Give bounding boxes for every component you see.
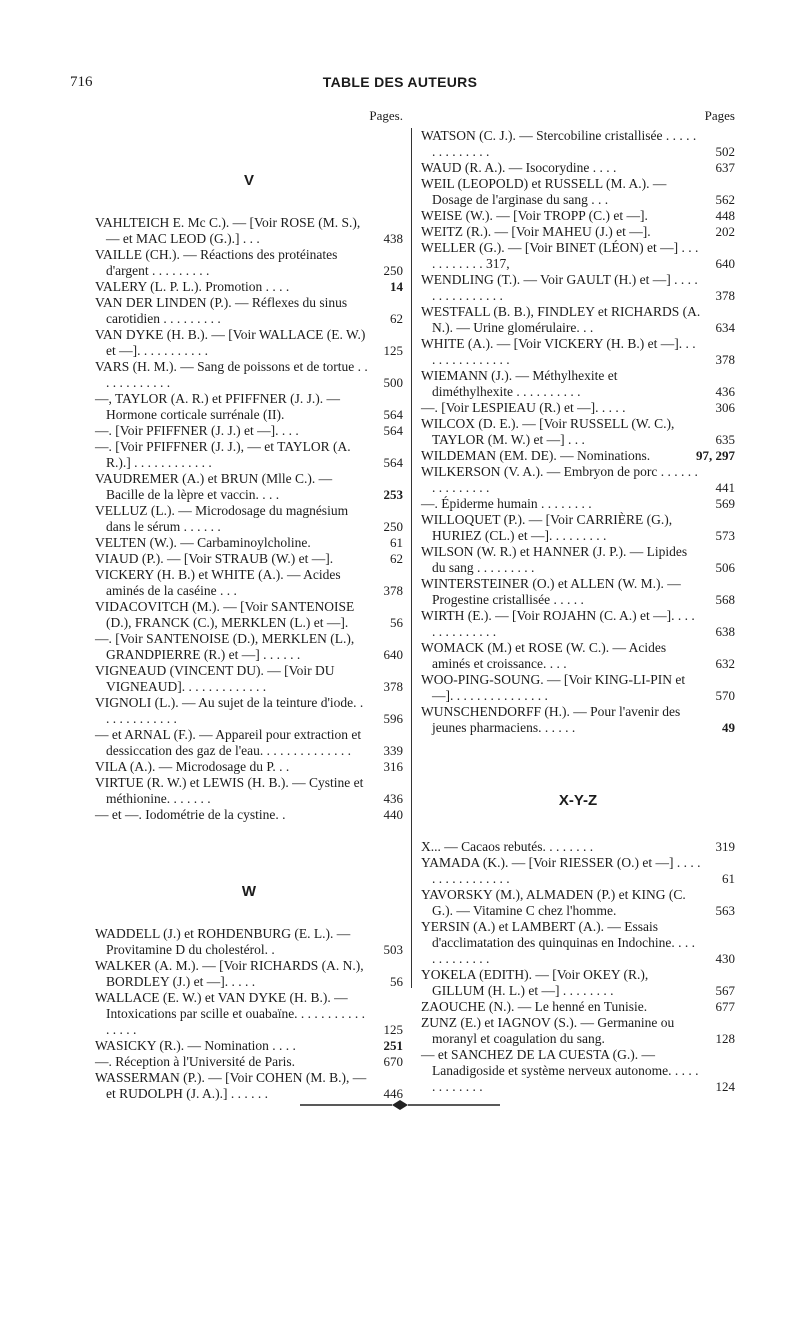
- entry-text: —. [Voir PFIFFNER (J. J.), — et TAYLOR (A. R.).] . . . . . . . . . . . .: [95, 439, 351, 470]
- index-entry: [421, 1047, 735, 1095]
- entry-text: —, TAYLOR (A. R.) et PFIFFNER (J. J.). — Hormone corticale surrénale (II).: [95, 391, 340, 422]
- entry-text: WILSON (W. R.) et HANNER (J. P.). — Lipides du sang . . . . . . . . .: [421, 544, 688, 575]
- index-entry: [421, 208, 735, 224]
- entry-page: 440: [383, 807, 403, 822]
- index-entry: [95, 759, 403, 775]
- entry-text: WOO-PING-SOUNG. — [Voir KING-LI-PIN et —]. . . . . . . . . . . . . . .: [421, 672, 686, 703]
- index-entry: [95, 247, 403, 279]
- entry-page: 500: [383, 375, 403, 390]
- entry-text: WILDEMAN (EM. DE). — Nominations.: [421, 448, 651, 463]
- entry-page: 564: [383, 407, 403, 422]
- index-entry: [95, 926, 403, 958]
- entry-page: 306: [715, 400, 735, 415]
- entry-text: VIAUD (P.). — [Voir STRAUB (W.) et —].: [95, 551, 334, 566]
- index-entry: [95, 439, 403, 471]
- entry-text: WIEMANN (J.). — Méthylhexite et diméthylhexite . . . . . . . . . .: [421, 368, 618, 399]
- entry-page: 562: [715, 192, 735, 207]
- entry-text: —. Épiderme humain . . . . . . . .: [421, 496, 592, 511]
- entry-text: WADDELL (J.) et ROHDENBURG (E. L.). — Provitamine D du cholestérol. .: [95, 926, 351, 957]
- index-entry: [95, 215, 403, 247]
- index-entry: [95, 391, 403, 423]
- index-entry: [95, 471, 403, 503]
- entry-page: 596: [383, 711, 403, 726]
- entry-page: 632: [715, 656, 735, 671]
- entry-text: X... — Cacaos rebutés. . . . . . . .: [421, 839, 594, 854]
- index-entry: [421, 304, 735, 336]
- section-w-cont: [421, 128, 735, 736]
- entry-page: 62: [390, 551, 403, 566]
- section-heading: X-Y-Z: [558, 792, 598, 809]
- entry-page: 250: [383, 519, 403, 534]
- entry-text: ZUNZ (E.) et IAGNOV (S.). — Germanine ou moranyl et coagulation du sang.: [421, 1015, 675, 1046]
- entry-text: WENDLING (T.). — Voir GAULT (H.) et —] . . . . . . . . . . . . . . .: [421, 272, 698, 303]
- entry-text: —. Réception à l'Université de Paris.: [95, 1054, 296, 1069]
- index-entry: [421, 160, 735, 176]
- index-entry: [421, 544, 735, 576]
- index-entry: [95, 599, 403, 631]
- index-entry: [421, 839, 735, 855]
- index-entry: [95, 663, 403, 695]
- entry-page: 378: [715, 288, 735, 303]
- entry-page: 502: [715, 144, 735, 159]
- entry-page: 677: [715, 999, 735, 1014]
- index-entry: [421, 368, 735, 400]
- entry-text: WIRTH (E.). — [Voir ROJAHN (C. A.) et —]. . . . . . . . . . . . . .: [421, 608, 695, 639]
- entry-page: 640: [383, 647, 403, 662]
- entry-text: VAHLTEICH E. Mc C.). — [Voir ROSE (M. S.), — et MAC LEOD (G.).] . . .: [95, 215, 361, 246]
- entry-page: 635: [715, 432, 735, 447]
- section-heading: W: [241, 883, 257, 900]
- entry-page: 125: [383, 1022, 403, 1037]
- page-number: 716: [70, 74, 93, 90]
- index-entry: [95, 695, 403, 727]
- section-v: [95, 172, 403, 823]
- index-entry: [95, 727, 403, 759]
- entry-text: VICKERY (H. B.) et WHITE (A.). — Acides aminés de la caséine . . .: [95, 567, 341, 598]
- index-entry: [421, 999, 735, 1015]
- entry-text: WAUD (R. A.). — Isocorydine . . . .: [421, 160, 617, 175]
- entry-text: WEISE (W.). — [Voir TROPP (C.) et —].: [421, 208, 648, 223]
- pages-label: Pages: [704, 108, 735, 123]
- index-entry: [95, 279, 403, 295]
- entry-page: 128: [715, 1031, 735, 1046]
- entry-page: 14: [390, 279, 403, 294]
- entry-page: 638: [715, 624, 735, 639]
- entry-page: 568: [715, 592, 735, 607]
- entry-page: 563: [715, 903, 735, 918]
- index-entry: [95, 807, 403, 823]
- entry-page: 564: [383, 423, 403, 438]
- index-entry: [421, 1015, 735, 1047]
- index-entry: [421, 640, 735, 672]
- entry-page: 564: [383, 455, 403, 470]
- index-entry: [95, 503, 403, 535]
- entry-page: 339: [383, 743, 403, 758]
- right-column: [421, 108, 735, 1095]
- index-entry: [421, 272, 735, 304]
- entry-page: 316: [383, 759, 403, 774]
- entry-text: WILLOQUET (P.). — [Voir CARRIÈRE (G.), HURIEZ (CL.) et —]. . . . . . . . .: [421, 512, 673, 543]
- index-entry: [421, 448, 735, 464]
- index-entry: [421, 224, 735, 240]
- entry-page: 56: [390, 974, 403, 989]
- entry-page: 446: [383, 1086, 403, 1101]
- index-entry: [421, 176, 735, 208]
- entry-text: WESTFALL (B. B.), FINDLEY et RICHARDS (A. N.). — Urine glomérulaire. . .: [421, 304, 701, 335]
- index-entry: [421, 464, 735, 496]
- entry-page: 573: [715, 528, 735, 543]
- index-entry: [95, 295, 403, 327]
- section-w: [95, 883, 403, 1102]
- entry-page: 503: [383, 942, 403, 957]
- index-entry: [421, 416, 735, 448]
- entry-text: WHITE (A.). — [Voir VICKERY (H. B.) et —]. . . . . . . . . . . . . . .: [421, 336, 696, 367]
- index-entry: [95, 1054, 403, 1070]
- entry-text: WINTERSTEINER (O.) et ALLEN (W. M.). — Progestine cristallisée . . . . .: [421, 576, 681, 607]
- index-entry: [95, 1070, 403, 1102]
- entry-text: — et SANCHEZ DE LA CUESTA (G.). — Lanadigoside et système nerveux autonome. . . . . . . . . . . . .: [421, 1047, 699, 1094]
- entry-text: — et ARNAL (F.). — Appareil pour extraction et dessiccation des gaz de l'eau. . . . . . . . . . . . . .: [95, 727, 362, 758]
- entry-page: 251: [383, 1038, 403, 1053]
- entry-page: 378: [383, 679, 403, 694]
- index-entry: [95, 535, 403, 551]
- entry-text: WILCOX (D. E.). — [Voir RUSSELL (W. C.), TAYLOR (M. W.) et —] . . .: [421, 416, 675, 447]
- index-entry: [421, 704, 735, 736]
- entry-page: 436: [383, 791, 403, 806]
- entry-text: VELLUZ (L.). — Microdosage du magnésium dans le sérum . . . . . .: [95, 503, 349, 534]
- entry-text: WEITZ (R.). — [Voir MAHEU (J.) et —].: [421, 224, 651, 239]
- entry-text: WATSON (C. J.). — Stercobiline cristallisée . . . . . . . . . . . . . .: [421, 128, 697, 159]
- entry-page: 640: [715, 256, 735, 271]
- entry-page: 670: [383, 1054, 403, 1069]
- column-divider: [411, 128, 412, 988]
- entry-text: —. [Voir PFIFFNER (J. J.) et —]. . . .: [95, 423, 299, 438]
- entry-page: 378: [715, 352, 735, 367]
- index-entry: [95, 359, 403, 391]
- entry-text: YAVORSKY (M.), ALMADEN (P.) et KING (C. G.). — Vitamine C chez l'homme.: [421, 887, 686, 918]
- entry-page: 125: [383, 343, 403, 358]
- index-entry: [95, 775, 403, 807]
- ornament-divider: [300, 1100, 500, 1110]
- entry-text: YOKELA (EDITH). — [Voir OKEY (R.), GILLUM (H. L.) et —] . . . . . . . .: [421, 967, 649, 998]
- entry-text: VAN DYKE (H. B.). — [Voir WALLACE (E. W.) et —]. . . . . . . . . . .: [95, 327, 366, 358]
- entry-text: ZAOUCHE (N.). — Le henné en Tunisie.: [421, 999, 648, 1014]
- entry-page: 570: [715, 688, 735, 703]
- entry-page: 634: [715, 320, 735, 335]
- index-entry: [421, 855, 735, 887]
- index-entry: [95, 1038, 403, 1054]
- entry-page: 250: [383, 263, 403, 278]
- entry-page: 506: [715, 560, 735, 575]
- entry-page: 62: [390, 311, 403, 326]
- entry-page: 61: [722, 871, 735, 886]
- entry-text: VAUDREMER (A.) et BRUN (Mlle C.). — Bacille de la lèpre et vaccin. . . .: [95, 471, 333, 502]
- index-entry: [95, 631, 403, 663]
- entry-page: 49: [722, 720, 735, 735]
- entry-text: WUNSCHENDORFF (H.). — Pour l'avenir des jeunes pharmaciens. . . . . .: [421, 704, 681, 735]
- index-entry: [421, 919, 735, 967]
- index-entry: [421, 336, 735, 368]
- index-entry: [421, 672, 735, 704]
- entry-text: VARS (H. M.). — Sang de poissons et de tortue . . . . . . . . . . . .: [95, 359, 368, 390]
- entry-page: 319: [715, 839, 735, 854]
- running-head: TABLE DES AUTEURS: [322, 74, 478, 90]
- entry-text: —. [Voir LESPIEAU (R.) et —]. . . . .: [421, 400, 626, 415]
- index-entry: [95, 327, 403, 359]
- left-column: [95, 108, 403, 1102]
- entry-text: VALERY (L. P. L.). Promotion . . . .: [95, 279, 290, 294]
- entry-page: 378: [383, 583, 403, 598]
- entry-text: WILKERSON (V. A.). — Embryon de porc . . . . . . . . . . . . . . .: [421, 464, 698, 495]
- left-sections: [95, 172, 403, 1102]
- entry-page: 61: [390, 535, 403, 550]
- entry-text: VIDACOVITCH (M.). — [Voir SANTENOISE (D.), FRANCK (C.), MERKLEN (L.) et —].: [95, 599, 355, 630]
- index-entry: [421, 400, 735, 416]
- entry-page: 436: [715, 384, 735, 399]
- entry-text: WASICKY (R.). — Nomination . . . .: [95, 1038, 296, 1053]
- entry-text: WELLER (G.). — [Voir BINET (LÉON) et —] . . . . . . . . . . . 317,: [421, 240, 699, 271]
- index-entry: [421, 496, 735, 512]
- entry-text: WALLACE (E. W.) et VAN DYKE (H. B.). — Intoxications par scille et ouabaïne. . . . . . . . . . . . . . . .: [95, 990, 366, 1037]
- entry-text: VIGNOLI (L.). — Au sujet de la teinture d'iode. . . . . . . . . . . . .: [95, 695, 364, 726]
- entry-text: YAMADA (K.). — [Voir RIESSER (O.) et —] . . . . . . . . . . . . . . . .: [421, 855, 701, 886]
- entry-page: 56: [390, 615, 403, 630]
- entry-page: 430: [715, 951, 735, 966]
- index-entry: [95, 990, 403, 1038]
- section-heading: V: [243, 172, 254, 189]
- index-entry: [421, 576, 735, 608]
- entry-page: 124: [715, 1079, 735, 1094]
- index-entry: [421, 608, 735, 640]
- entry-page: 569: [715, 496, 735, 511]
- entry-page: 97, 297: [696, 448, 735, 463]
- entry-text: WALKER (A. M.). — [Voir RICHARDS (A. N.), BORDLEY (J.) et —]. . . . .: [95, 958, 364, 989]
- pages-label: Pages.: [369, 108, 403, 123]
- entry-text: VILA (A.). — Microdosage du P. . .: [95, 759, 290, 774]
- entry-page: 567: [715, 983, 735, 998]
- entry-text: VIRTUE (R. W.) et LEWIS (H. B.). — Cystine et méthionine. . . . . . .: [95, 775, 364, 806]
- right-sections: [421, 128, 735, 1095]
- index-entry: [95, 423, 403, 439]
- index-entry: [421, 967, 735, 999]
- entry-page: 637: [715, 160, 735, 175]
- entry-text: — et —. Iodométrie de la cystine. .: [95, 807, 286, 822]
- entry-text: WEIL (LEOPOLD) et RUSSELL (M. A.). — Dosage de l'arginase du sang . . .: [421, 176, 667, 207]
- entry-page: 438: [383, 231, 403, 246]
- index-entry: [421, 240, 735, 272]
- index-entry: [95, 958, 403, 990]
- entry-text: —. [Voir SANTENOISE (D.), MERKLEN (L.), GRANDPIERRE (R.) et —] . . . . . .: [95, 631, 355, 662]
- entry-text: VAN DER LINDEN (P.). — Réflexes du sinus carotidien . . . . . . . . .: [95, 295, 348, 326]
- entry-text: VELTEN (W.). — Carbaminoylcholine.: [95, 535, 311, 550]
- entry-text: WASSERMAN (P.). — [Voir COHEN (M. B.), — et RUDOLPH (J. A.).] . . . . . .: [95, 1070, 367, 1101]
- entry-page: 448: [715, 208, 735, 223]
- index-entry: [421, 512, 735, 544]
- index-entry: [421, 887, 735, 919]
- entry-text: VAILLE (CH.). — Réactions des protéinates d'argent . . . . . . . . .: [95, 247, 338, 278]
- entry-page: 441: [715, 480, 735, 495]
- section-xyz: [421, 792, 735, 1095]
- entry-page: 202: [715, 224, 735, 239]
- index-entry: [95, 567, 403, 599]
- entry-page: 253: [383, 487, 403, 502]
- entry-text: YERSIN (A.) et LAMBERT (A.). — Essais d'acclimatation des quinquinas en Indochine. . . . . . . . . . . . .: [421, 919, 695, 966]
- index-entry: [421, 128, 735, 160]
- index-entry: [95, 551, 403, 567]
- entry-text: VIGNEAUD (VINCENT DU). — [Voir DU VIGNEAUD]. . . . . . . . . . . . .: [95, 663, 335, 694]
- entry-text: WOMACK (M.) et ROSE (W. C.). — Acides aminés et croissance. . . .: [421, 640, 667, 671]
